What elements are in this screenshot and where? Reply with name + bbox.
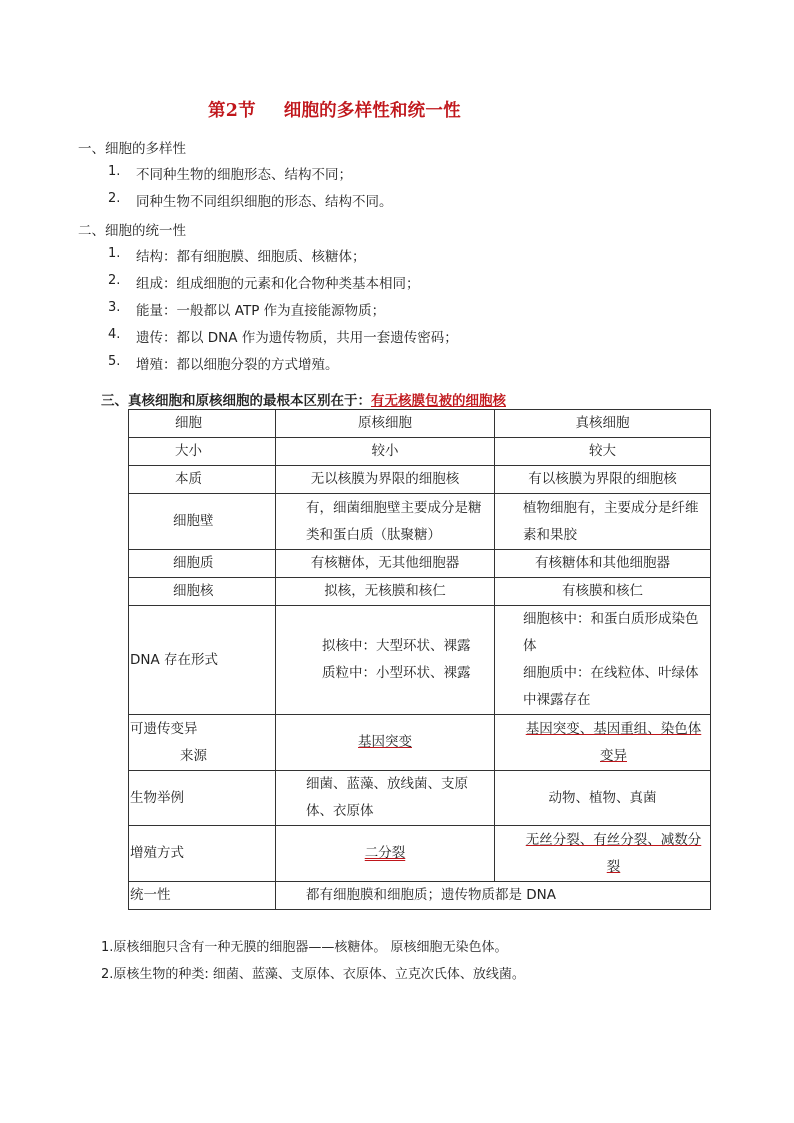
list-number: 1. xyxy=(108,164,121,179)
table-cell: 较大 xyxy=(495,438,711,466)
table-cell: 有核糖体，无其他细胞器 xyxy=(276,550,495,578)
table-row xyxy=(129,438,711,466)
table-cell: 较小 xyxy=(276,438,495,466)
list-number: 2. xyxy=(108,273,121,288)
table-cell xyxy=(276,606,495,715)
list-item: 增殖：都以细胞分裂的方式增殖。 xyxy=(136,357,339,373)
comparison-table xyxy=(128,409,711,910)
table-row xyxy=(129,771,711,826)
table-cell xyxy=(276,826,495,882)
list-number: 4. xyxy=(108,327,121,342)
table-cell: 细胞质 xyxy=(129,550,276,578)
table-cell: 真核细胞 xyxy=(495,410,711,438)
table-cell: 细胞核 xyxy=(129,578,276,606)
table-row xyxy=(129,606,711,715)
list-item: 同种生物不同组织细胞的形态、结构不同。 xyxy=(136,194,393,210)
table-cell: 统一性 xyxy=(129,882,276,910)
table-row xyxy=(129,882,711,910)
section-heading-diversity: 一、细胞的多样性 xyxy=(78,141,186,157)
page-title: 第2节 细胞的多样性和统一性 xyxy=(208,101,461,121)
variation-label-line2: 来源 xyxy=(180,747,207,764)
list-item: 组成：组成细胞的元素和化合物种类基本相同； xyxy=(136,276,420,292)
note-1: 1.原核细胞只含有一种无膜的细胞器——核糖体。 原核细胞无染色体。 xyxy=(101,940,508,955)
section-heading-unity: 二、细胞的统一性 xyxy=(78,223,186,239)
table-row xyxy=(129,578,711,606)
table-cell: DNA 存在形式 xyxy=(129,606,276,715)
section-heading-difference: 三、真核细胞和原核细胞的最根本区别在于：有无核膜包被的细胞核 xyxy=(101,393,506,409)
list-item: 遗传：都以 DNA 作为遗传物质，共用一套遗传密码； xyxy=(136,330,458,346)
table-cell: 增殖方式 xyxy=(129,826,276,882)
table-cell: 细胞壁 xyxy=(129,494,276,550)
table-cell: 细菌、蓝藻、放线菌、支原体、衣原体 xyxy=(276,771,495,826)
note-2: 2.原核生物的种类: 细菌、蓝藻、支原体、衣原体、立克次氏体、放线菌。 xyxy=(101,967,525,982)
table-cell: 本质 xyxy=(129,466,276,494)
table-cell: 无以核膜为界限的细胞核 xyxy=(276,466,495,494)
table-row xyxy=(129,494,711,550)
dna-prokaryote-nucleoid: 拟核中：大型环状、裸露 xyxy=(322,638,471,654)
table-cell xyxy=(129,715,276,771)
table-cell: 有核膜和核仁 xyxy=(495,578,711,606)
table-cell: 有核糖体和其他细胞器 xyxy=(495,550,711,578)
table-cell xyxy=(495,715,711,771)
division-eukaryote: 无丝分裂、有丝分裂、减数分裂 xyxy=(525,831,702,875)
table-cell: 动物、植物、真菌 xyxy=(495,771,711,826)
list-number: 1. xyxy=(108,246,121,261)
variation-eukaryote: 基因突变、基因重组、染色体变异 xyxy=(525,720,702,764)
table-cell: 大小 xyxy=(129,438,276,466)
table-row xyxy=(129,715,711,771)
table-cell: 有，细菌细胞壁主要成分是糖类和蛋白质（肽聚糖） xyxy=(276,494,495,550)
table-cell xyxy=(276,715,495,771)
table-row xyxy=(129,826,711,882)
variation-prokaryote: 基因突变 xyxy=(358,734,412,750)
variation-label-line1: 可遗传变异 xyxy=(130,720,198,737)
table-cell: 原核细胞 xyxy=(276,410,495,438)
division-prokaryote: 二分裂 xyxy=(364,845,406,861)
table-cell: 都有细胞膜和细胞质；遗传物质都是 DNA xyxy=(276,882,711,910)
table-row xyxy=(129,550,711,578)
list-number: 3. xyxy=(108,300,121,315)
list-number: 2. xyxy=(108,191,121,206)
table-row xyxy=(129,410,711,438)
table-cell: 拟核，无核膜和核仁 xyxy=(276,578,495,606)
table-cell: 植物细胞有，主要成分是纤维素和果胶 xyxy=(495,494,711,550)
list-number: 5. xyxy=(108,354,121,369)
table-cell: 生物举例 xyxy=(129,771,276,826)
key-difference: 有无核膜包被的细胞核 xyxy=(371,393,506,409)
table-cell: 有以核膜为界限的细胞核 xyxy=(495,466,711,494)
table-cell: 细胞 xyxy=(129,410,276,438)
list-item: 能量：一般都以 ATP 作为直接能源物质； xyxy=(136,303,386,319)
table-row xyxy=(129,466,711,494)
list-item: 结构：都有细胞膜、细胞质、核糖体； xyxy=(136,249,366,265)
dna-prokaryote-plasmid: 质粒中：小型环状、裸露 xyxy=(322,665,471,681)
dna-eukaryote-cytoplasm: 细胞质中：在线粒体、叶绿体中裸露存在 xyxy=(523,665,699,708)
table-cell xyxy=(495,826,711,882)
list-item: 不同种生物的细胞形态、结构不同； xyxy=(136,167,352,183)
table-cell xyxy=(495,606,711,715)
dna-eukaryote-nucleus: 细胞核中：和蛋白质形成染色体 xyxy=(523,611,699,654)
